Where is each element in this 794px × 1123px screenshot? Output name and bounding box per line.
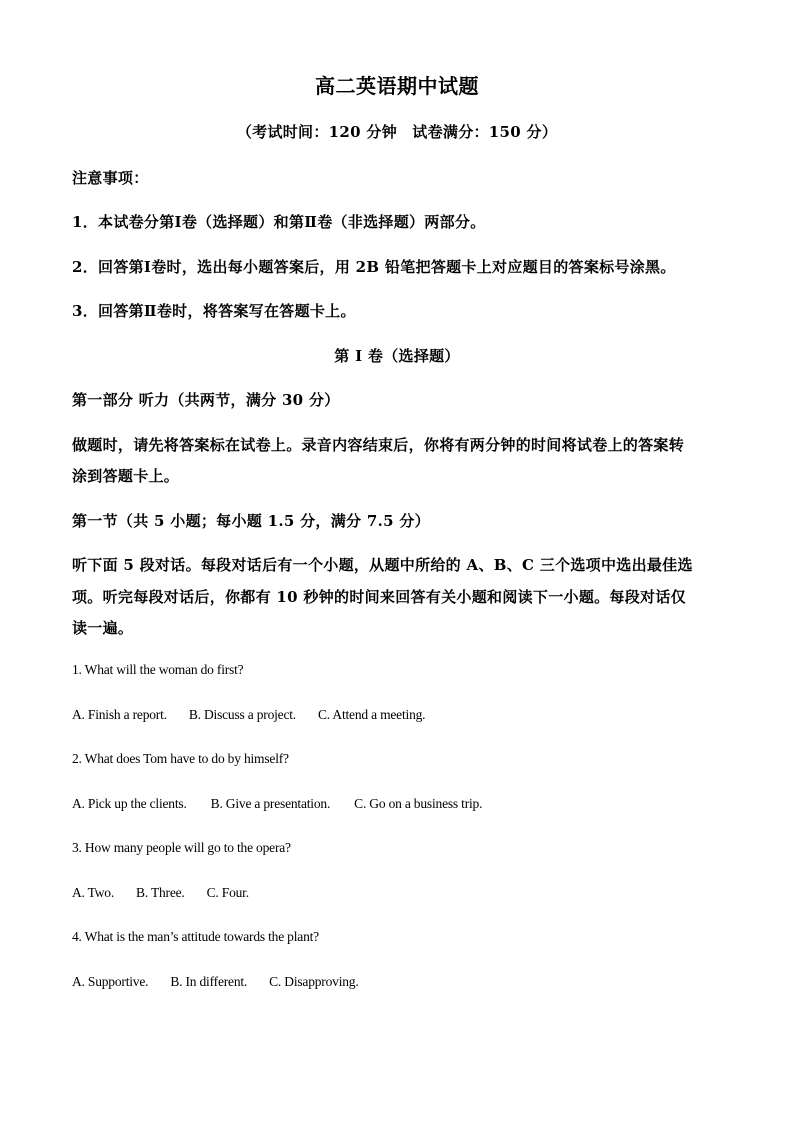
volume-heading: 第 I 卷（选择题） — [334, 347, 460, 365]
question-options — [72, 707, 425, 723]
option-b: B. Give a presentation. — [210, 796, 331, 811]
notice-item: 3．回答第Ⅱ卷时，将答案写在答题卡上。 — [72, 302, 356, 320]
page-title: 高二英语期中试题 — [315, 74, 479, 98]
option-b: B. In different. — [170, 974, 248, 989]
option-a: A. Supportive. — [72, 974, 149, 989]
question-stem: 4. What is the man’s attitude towards the plant? — [72, 929, 319, 944]
section1-instruction-line: 听下面 5 段对话。每段对话后有一个小题，从题中所给的 A、B、C 三个选项中选出最佳选 — [72, 556, 693, 574]
option-a: A. Finish a report. — [72, 707, 167, 722]
section1-instruction-line: 项。听完每段对话后，你都有 10 秒钟的时间来回答有关小题和阅读下一小题。每段对话仅 — [72, 588, 686, 606]
notice-heading: 注意事项： — [72, 169, 149, 187]
option-a: A. Two. — [72, 885, 115, 900]
option-c: C. Four. — [206, 885, 249, 900]
question-stem: 1. What will the woman do first? — [72, 662, 244, 677]
part1-instruction-line: 做题时，请先将答案标在试卷上。录音内容结束后，你将有两分钟的时间将试卷上的答案转 — [72, 436, 685, 454]
section1-instruction-line: 读一遍。 — [72, 619, 134, 637]
notice-item: 1．本试卷分第Ⅰ卷（选择题）和第Ⅱ卷（非选择题）两部分。 — [72, 213, 486, 231]
option-b: B. Discuss a project. — [188, 707, 296, 722]
question-options — [72, 885, 249, 901]
section1-heading: 第一节（共 5 小题；每小题 1.5 分，满分 7.5 分） — [72, 512, 430, 530]
page-subtitle: （考试时间：120 分钟 试卷满分：150 分） — [236, 123, 558, 141]
option-b: B. Three. — [136, 885, 185, 900]
question-options — [72, 974, 359, 990]
option-c: C. Disapproving. — [269, 974, 359, 989]
notice-item: 2．回答第Ⅰ卷时，选出每小题答案后，用 2B 铅笔把答题卡上对应题目的答案标号涂黑。 — [72, 258, 676, 276]
option-c: C. Attend a meeting. — [317, 707, 426, 722]
part1-heading: 第一部分 听力（共两节，满分 30 分） — [72, 391, 340, 409]
question-options — [72, 796, 482, 812]
option-c: C. Go on a business trip. — [354, 796, 483, 811]
part1-instruction-line: 涂到答题卡上。 — [72, 467, 180, 485]
question-stem: 3. How many people will go to the opera? — [72, 840, 291, 855]
question-stem: 2. What does Tom have to do by himself? — [72, 751, 289, 766]
option-a: A. Pick up the clients. — [72, 796, 187, 811]
